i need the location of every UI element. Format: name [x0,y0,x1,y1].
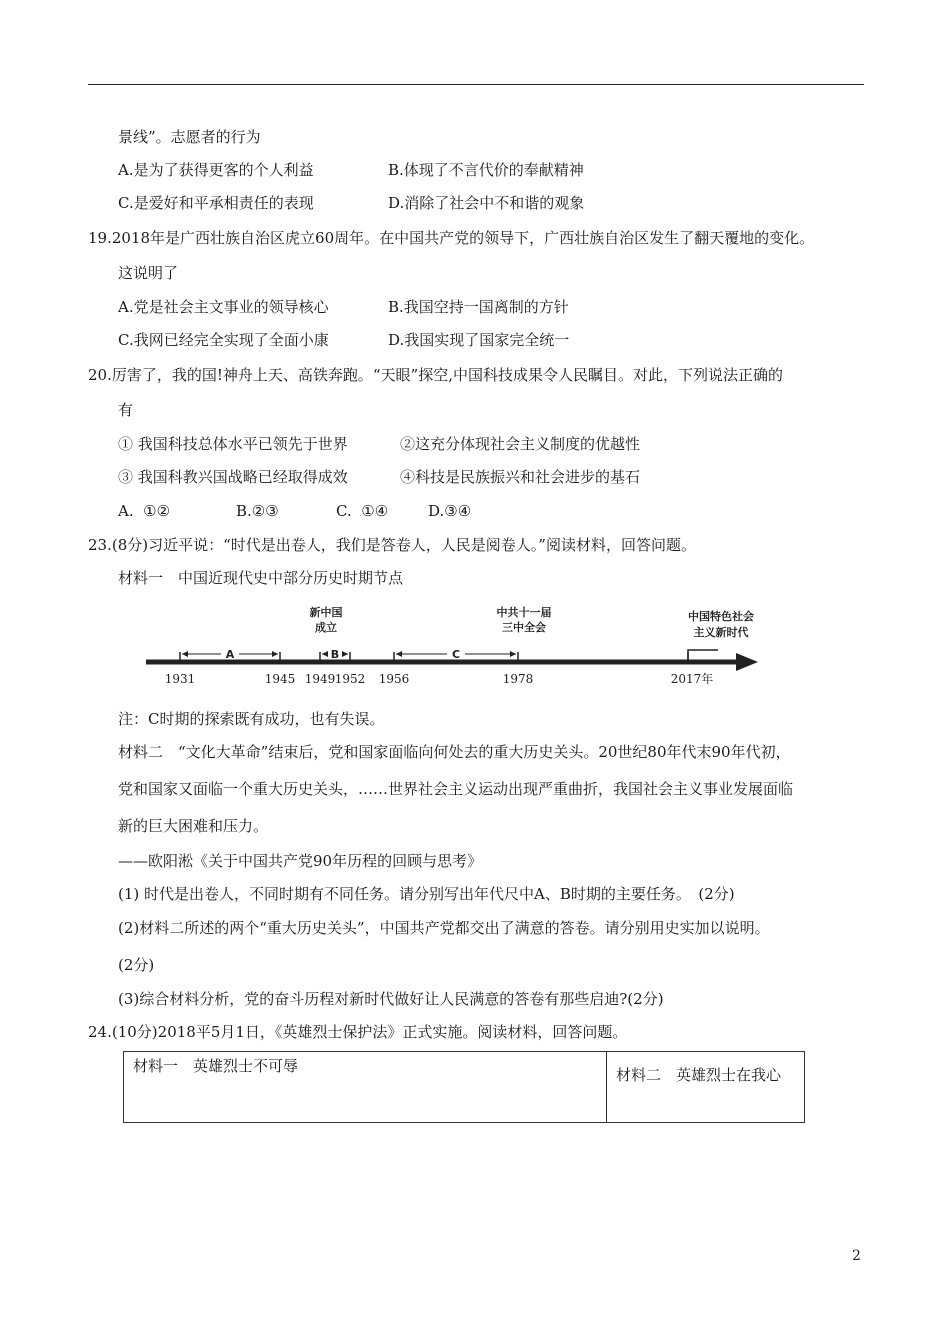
label-new-china-2: 成立 [315,621,337,634]
q20-statement-1: ① 我国科技总体水平已领先于世界 [118,435,348,453]
q18-option-a: A.是为了获得更客的个人利益 [118,161,314,179]
q23-material2-line1: 材料二 “文化大革命”结束后，党和国家面临向何处去的重大历史关头。20世纪80年代末90年代初， [118,743,791,761]
timeline-axis-arrowhead [736,653,758,671]
q19-option-d: D.我国实现了国家完全统一 [388,331,570,349]
q18-stem-end: 景线”。志愿者的行为 [118,128,261,146]
q20-statement-3: ③ 我国科教兴国战略已经取得成效 [118,468,348,486]
segment-label: B [330,648,340,661]
q18-option-b: B.体现了不言代价的奉献精神 [388,161,584,179]
timeline-figure [118,598,770,690]
q24-cell1-text: 材料一 英雄烈士不可辱 [133,1057,299,1075]
timeline-year-label: 1952 [334,672,366,686]
timeline-year-label: 1945 [264,672,296,686]
q18-options-row-1 [118,160,818,180]
q20-stem-cont: 有 [118,401,134,419]
timeline-segments [182,648,516,661]
q24-cell-material2 [607,1052,804,1122]
q24-stem: 24.(10分)2018平5月1日，《英雄烈士保护法》正式实施。阅读材料，回答问题。 [88,1023,628,1041]
q20-statement-2: ②这充分体现社会主义制度的优越性 [400,435,641,453]
segment-arrow-right [510,651,516,657]
label-new-era-1: 中国特色社会 [688,610,754,623]
q24-cell-material1 [124,1052,607,1122]
q20-choice-a: A. ①② [118,502,171,520]
segment-arrow-left [396,651,402,657]
label-new-china-1: 新中国 [309,606,343,619]
q20-choice-d: D.③④ [428,502,472,520]
segment-label: A [225,648,235,661]
header-rule [88,84,864,85]
q23-material2-line2: 党和国家又面临一个重大历史关头，……世界社会主义运动出现严重曲折，我国社会主义事业发展面临 [118,780,794,798]
q23-sub1: (1) 时代是出卷人，不同时期有不同任务。请分别写出年代尺中A、B时期的主要任务。 (2分) [118,885,735,903]
q24-cell2-text: 材料二 英雄烈士在我心 [616,1066,782,1084]
q19-stem-cont: 这说明了 [118,264,179,282]
q19-option-c: C.我网已经完全实现了全面小康 [118,331,329,349]
q23-stem: 23.(8分)习近平说：“时代是出卷人，我们是答卷人，人民是阅卷人。”阅读材料，回答问题。 [88,536,696,554]
q23-sub3: (3)综合材料分析，党的奋斗历程对新时代做好让人民满意的答卷有那些启迪?(2分) [118,990,664,1008]
label-new-era-2: 主义新时代 [693,626,749,639]
q20-choice-b: B.②③ [236,502,279,520]
timeline-svg [118,598,770,690]
timeline-year-label: 1949 [304,672,336,686]
q20-choice-c: C. ①④ [336,502,389,520]
q24-material-table [123,1051,805,1123]
timeline-2017-marker [688,650,718,660]
segment-label: C [451,648,461,661]
q23-material2-line3: 新的巨大困难和压力。 [118,817,269,835]
segment-arrow-left [182,651,188,657]
q20-statements-row-1 [118,434,818,454]
q19-stem: 19.2018年是广西壮族自治区虎立60周年。在中国共产党的领导下，广西壮族自治区发生了翻天覆地的变化。 [88,229,815,247]
q18-options-row-2 [118,193,818,213]
timeline-year-label: 1956 [378,672,410,686]
timeline-year-label: 1931 [164,672,196,686]
label-plenum-1: 中共十一届 [496,606,552,619]
q18-option-c: C.是爱好和平承相责任的表现 [118,194,314,212]
q19-options-row-1 [118,297,818,317]
timeline-year-label: 1978 [502,672,534,686]
segment-arrow-right [342,651,348,657]
q20-statement-4: ④科技是民族振兴和社会进步的基石 [400,468,641,486]
segment-arrow-left [322,651,328,657]
q23-source: ——欧阳淞《关于中国共产党90年历程的回顾与思考》 [118,852,483,870]
q23-sub2-score: (2分) [118,956,155,974]
q19-option-a: A.党是社会主文事业的领导核心 [118,298,329,316]
q23-sub2: (2)材料二所述的两个“重大历史关头”，中国共产党都交出了满意的答卷。请分别用史实加以说明。 [118,919,770,937]
timeline-year-label: 2017年 [670,672,714,686]
timeline-years [165,671,714,686]
q18-option-d: D.消除了社会中不和谐的观象 [388,194,585,212]
q19-option-b: B.我国空持一国离制的方针 [388,298,569,316]
q20-statements-row-2 [118,467,818,487]
q23-note: 注：C时期的探索既有成功，也有失误。 [118,710,385,728]
segment-arrow-right [272,651,278,657]
q20-choices-row [118,501,618,521]
q20-stem: 20.厉害了，我的国!神舟上天、高铁奔跑。“天眼”探空,中国科技成果令人民瞩目。对此，下列说法正确的 [88,366,783,384]
q19-options-row-2 [118,330,818,350]
page-number: 2 [852,1248,861,1264]
label-plenum-2: 三中全会 [502,621,546,634]
q23-material1-title: 材料一 中国近现代史中部分历史时期节点 [118,569,404,587]
